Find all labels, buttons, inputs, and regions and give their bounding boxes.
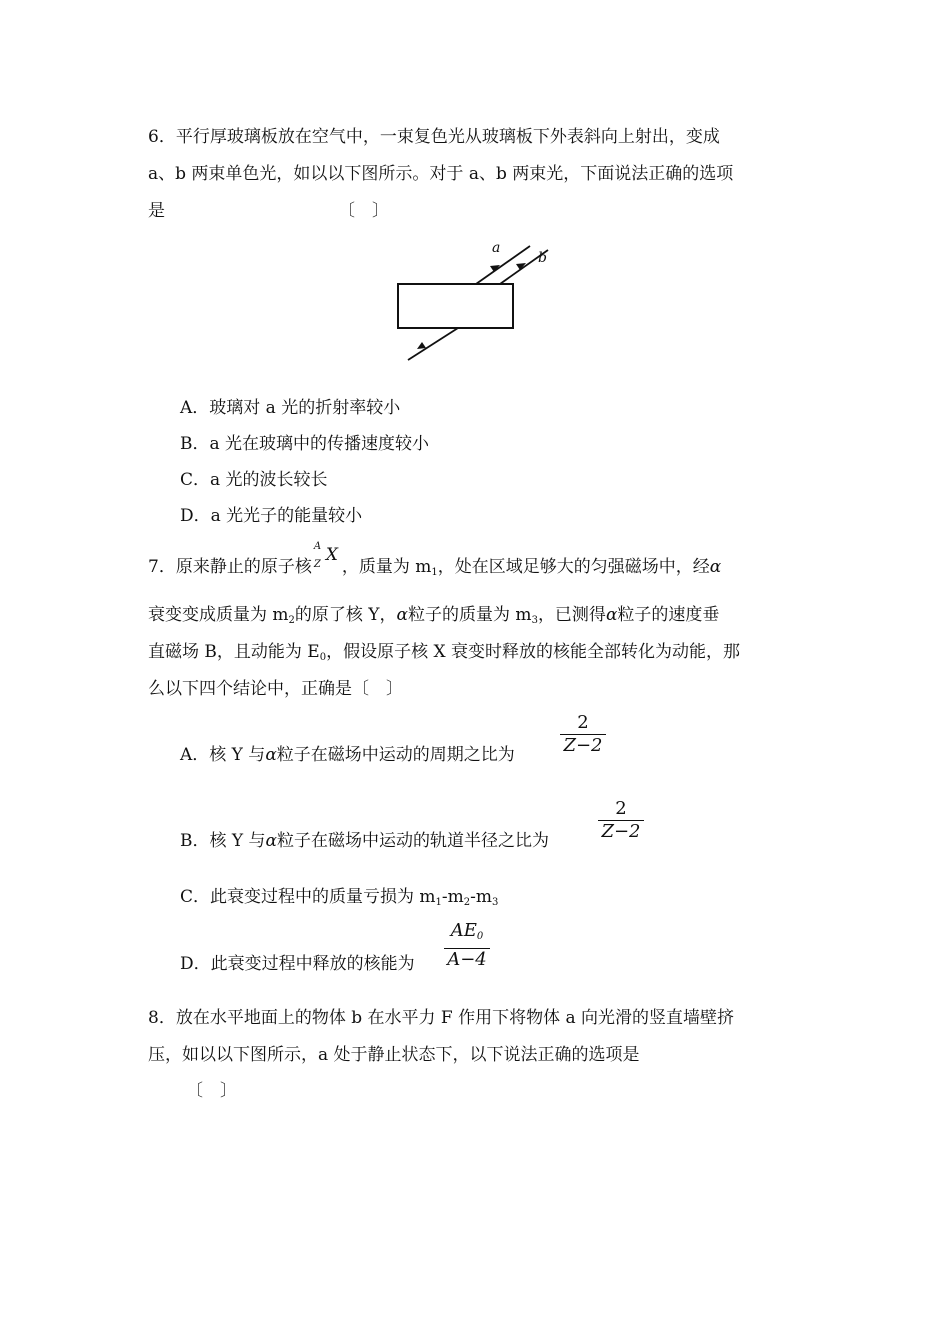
q7-option-d-fraction: $AE_0$ A−4 <box>444 920 490 971</box>
q7-option-c: C．此衰变过程中的质量亏损为 $m_1-m_2-m_3$ <box>180 887 499 908</box>
q7-option-b-fraction: 2 Z−2 <box>598 798 644 843</box>
q7-stem-line4: 么以下四个结论中，正确是〔 〕 <box>148 679 403 699</box>
q6-option-b: B．a 光在玻璃中的传播速度较小 <box>180 434 430 454</box>
incident-ray <box>408 328 458 360</box>
glass-plate <box>398 284 513 328</box>
alpha-symbol: α <box>709 557 722 577</box>
q7-option-a: A．核 Y 与α粒子在磁场中运动的周期之比为 <box>180 745 515 765</box>
label-a: a <box>492 240 501 256</box>
q8-answer-bracket: 〔 〕 <box>186 1081 237 1101</box>
q7-stem-line2: 衰变变成质量为 $m_2$的原了核 Y，α粒子的质量为 $m_3$，已测得α粒子的速度垂 <box>148 605 720 626</box>
incident-ray-arrow <box>417 342 426 349</box>
q7-stem-line1: 7．原来静止的原子核 A Z X ，质量为 $m_1$，处在区域足够大的匀强磁场中，经α <box>148 541 722 578</box>
q7-option-b: B．核 Y 与α粒子在磁场中运动的轨道半径之比为 <box>180 831 550 851</box>
q7-nucleus-symbol: A Z X <box>313 541 338 570</box>
q7-stem-line3: 直磁场 B，且动能为 $E_0$，假设原子核 X 衰变时释放的核能全部转化为动能，那 <box>148 642 741 663</box>
q6-stem-line3: 是 <box>148 201 165 221</box>
q7-line1-text: 7．原来静止的原子核 <box>148 557 312 577</box>
q6-option-c: C．a 光的波长较长 <box>180 470 328 490</box>
q8-stem-line2: 压，如以以下图所示，a 处于静止状态下，以下说法正确的选项是 <box>148 1045 640 1065</box>
q7-option-a-fraction: 2 Z−2 <box>560 712 606 757</box>
q6-option-d: D．a 光光子的能量较小 <box>180 506 363 526</box>
q6-answer-bracket: 〔 〕 <box>338 201 389 221</box>
q7-option-d: D．此衰变过程中释放的核能为 <box>180 954 415 974</box>
q8-stem-line1: 8．放在水平地面上的物体 b 在水平力 F 作用下将物体 a 向光滑的竖直墙壁挤 <box>148 1008 735 1028</box>
q6-stem-line1: 6．平行厚玻璃板放在空气中，一束复色光从玻璃板下外表斜向上射出，变成 <box>148 127 720 147</box>
q6-stem-line2: a、b 两束单色光，如以以下图所示。对于 a、b 两束光，下面说法正确的选项 <box>148 164 734 184</box>
label-b: b <box>538 250 547 266</box>
q6-option-a: A．玻璃对 a 光的折射率较小 <box>180 398 401 418</box>
q6-glass-plate-figure <box>380 236 570 366</box>
